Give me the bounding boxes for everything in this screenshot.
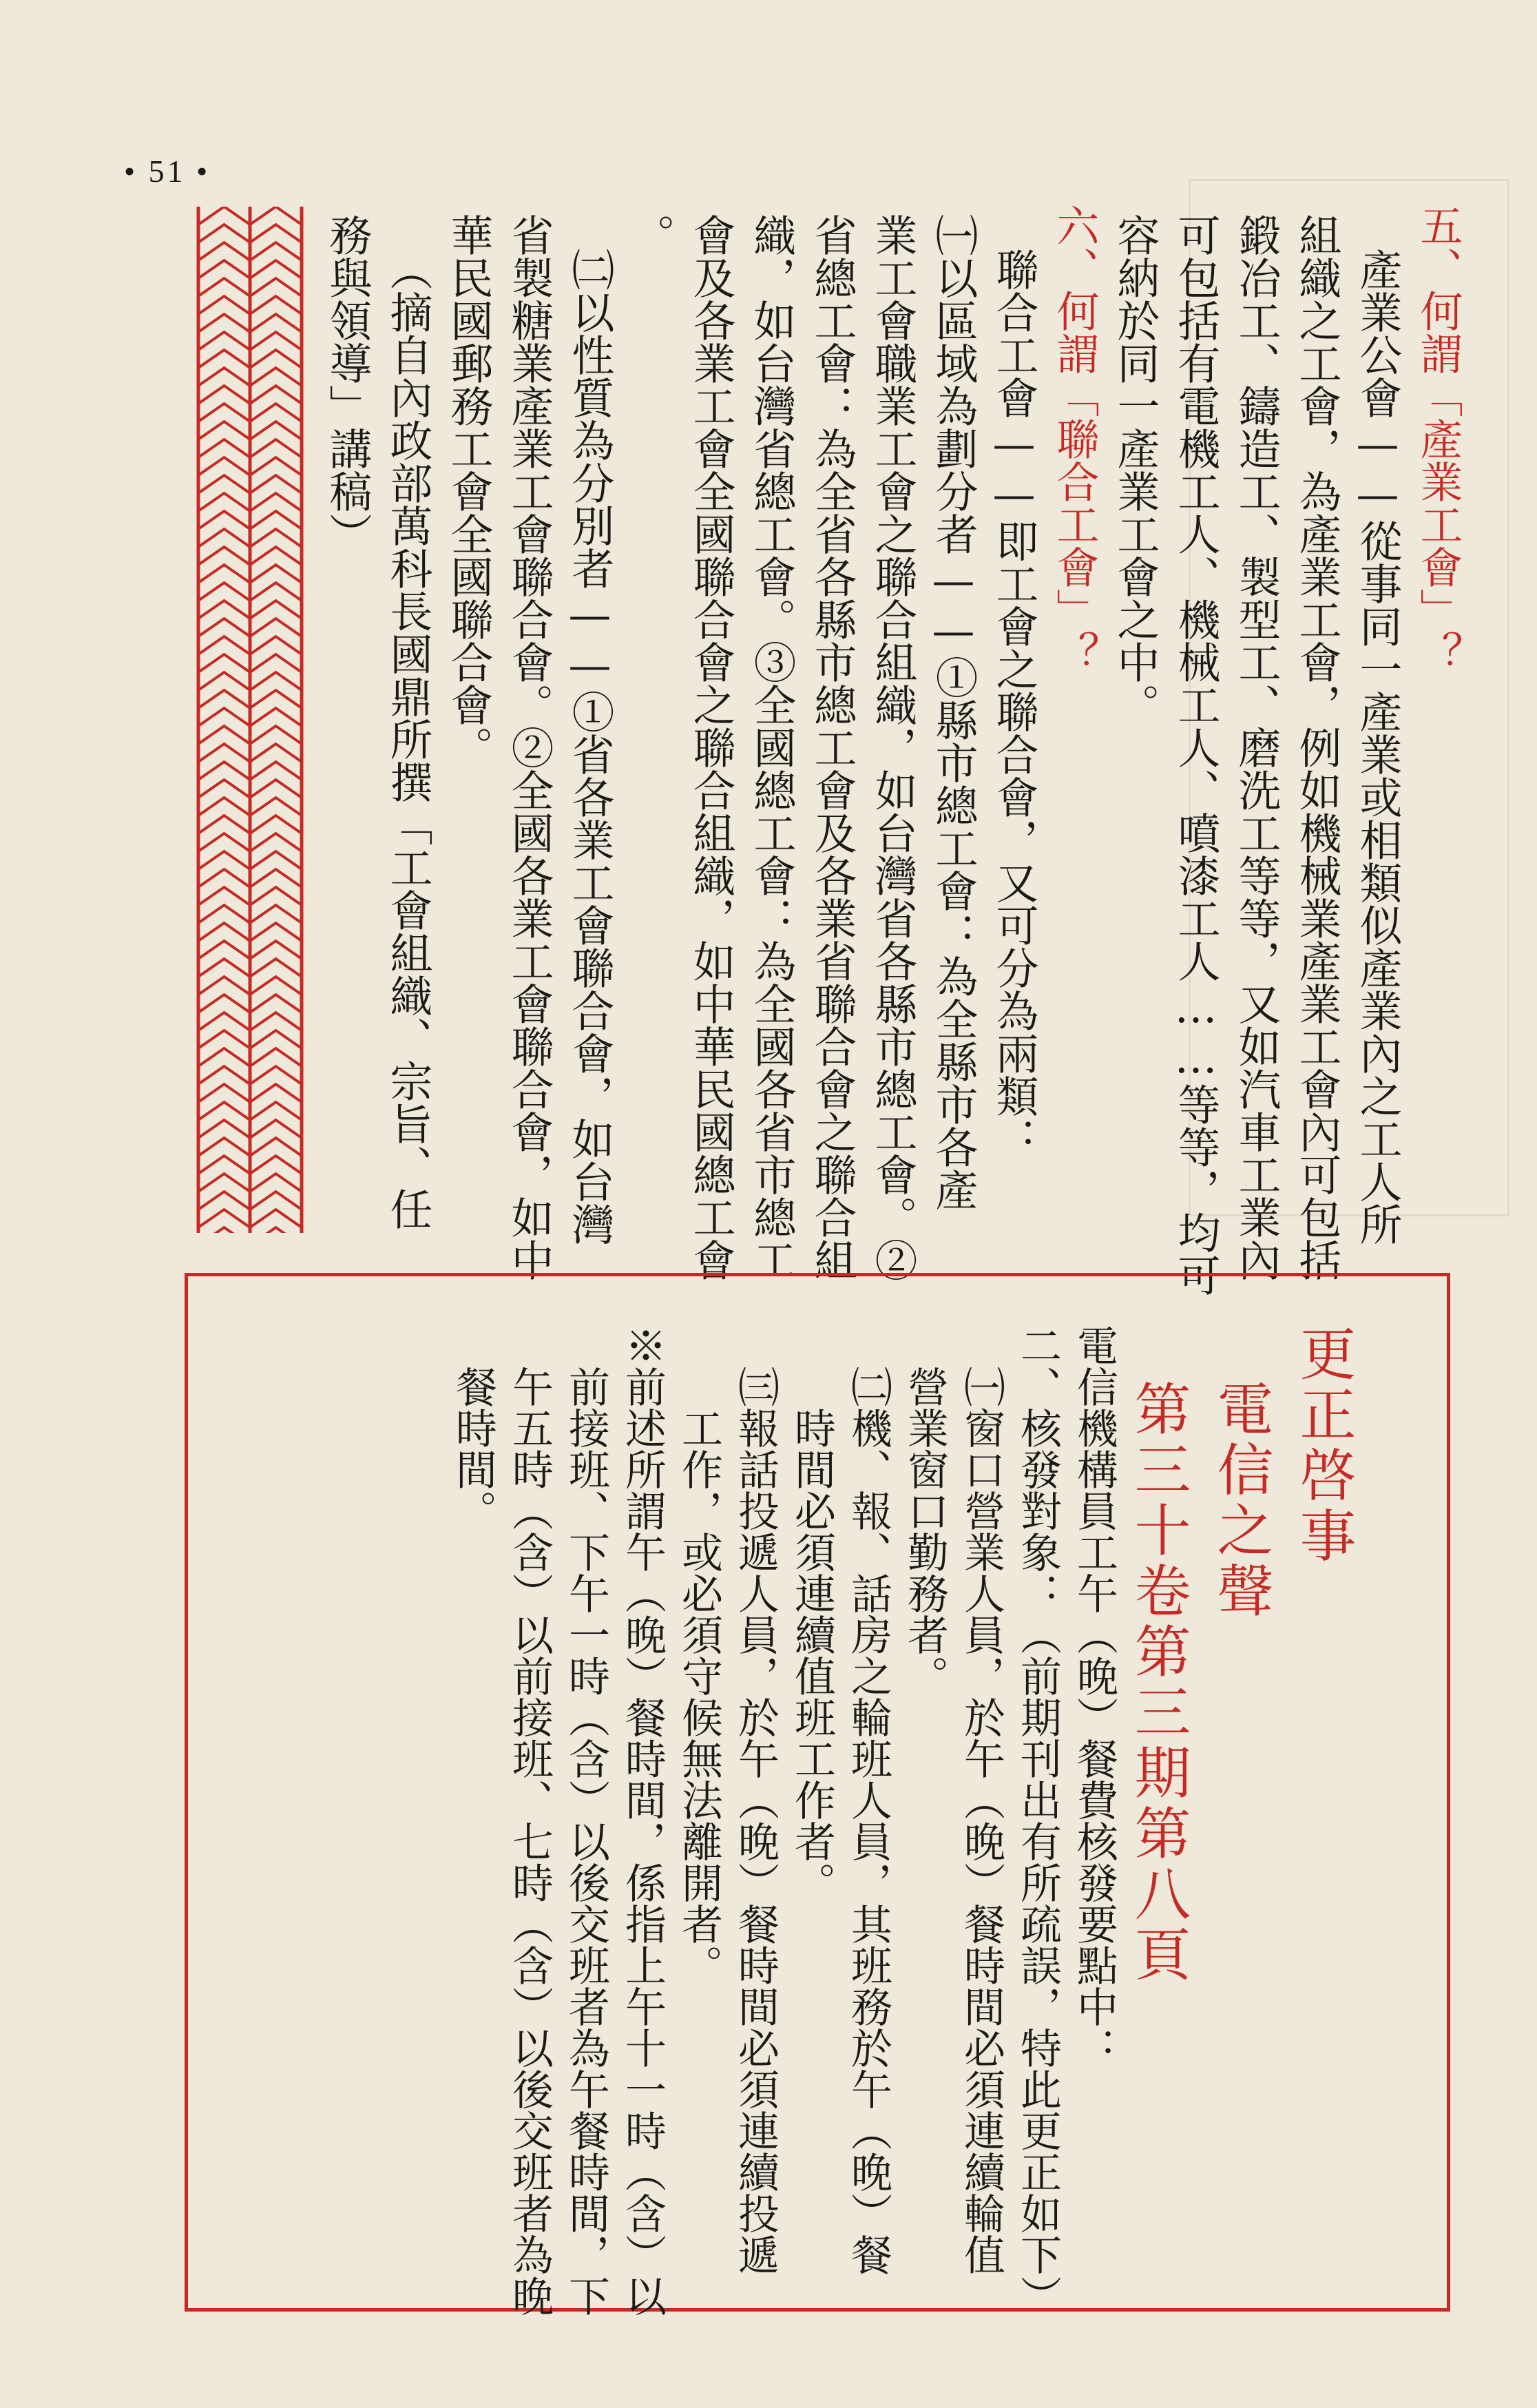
article-column: 業工會職業工會之聯合組織，如台灣省各縣市總工會。② [868, 214, 918, 1281]
correction-column: 二、核發對象：（前期刊出有所疏誤，特此更正如下） [1014, 1325, 1062, 2316]
article-column: 產業公會——從事同一產業或相類似產業內之工人所 [1352, 248, 1403, 1245]
chevron-ornament [191, 207, 309, 1233]
article-column: 務與領導」講稿） [322, 214, 373, 555]
article-column: ㈡以性質為分別者——①省各業工會聯合會，如台灣 [565, 248, 615, 1245]
correction-reference: 第三十卷第三期第八頁 [1125, 1380, 1191, 1986]
article-column: 組織之工會，為產業工會，例如機械業產業工會內可包括 [1292, 214, 1342, 1281]
correction-column: 餐時間。 [449, 1366, 497, 1531]
correction-column: ㈢報話投遞人員，於午（晚）餐時間必須連續投遞 [731, 1366, 780, 2275]
article-column: 華民國郵務工會全國聯合會。 [443, 214, 494, 769]
article-column: 鍛冶工、鑄造工、製型工、磨洗工等等，又如汽車工業內 [1231, 214, 1282, 1281]
correction-notice-box [185, 1273, 1450, 2316]
article-column: 容納於同一產業工會之中。 [1110, 214, 1160, 726]
correction-column: 時間必須連續值班工作者。 [788, 1407, 836, 1903]
article-column: ㈠以區域為劃分者——①縣市總工會：為全縣市各產 [928, 214, 979, 1211]
correction-column: ※前述所謂午（晚）餐時間，係指上午十一時（含）以 [618, 1325, 667, 2316]
correction-source: 電信之聲 [1208, 1380, 1273, 1622]
correction-column: 前接班、下午一時（含）以後交班者為午餐時間，下 [562, 1366, 610, 2316]
article-column: 省製糖業產業工會聯合會。②全國各業工會聯合會，如中 [504, 214, 554, 1281]
article-column: 會及各業工會全國聯合會之聯合組織，如中華民國總工會 [686, 214, 736, 1281]
section-heading: 六、何謂「聯合工會」？ [1049, 204, 1100, 674]
section-heading: 五、何謂「產業工會」？ [1413, 204, 1463, 674]
correction-column: 營業窗口勤務者。 [901, 1366, 949, 1696]
correction-column: 工作，或必須守候無法離開者。 [675, 1407, 723, 1986]
article-column: 聯合工會——即工會之聯合會，又可分為兩類： [989, 248, 1039, 1160]
correction-column: ㈠窗口營業人員，於午（晚）餐時間必須連續輪值 [957, 1366, 1005, 2275]
article-column: （摘自內政部萬科長國鼎所撰「工會組織、宗旨、任 [383, 248, 433, 1230]
correction-column: 電信機構員工午（晚）餐費核發要點中： [1070, 1325, 1118, 2068]
page-number: • 51 • [124, 154, 211, 189]
article-column: 織，如台灣省總工會。③全國總工會：為全國各省市總工 [746, 214, 797, 1281]
article-column: 。 [625, 214, 676, 256]
correction-column: 午五時（含）以前接班、七時（含）以後交班者為晚 [505, 1366, 554, 2316]
correction-column: ㈡機、報、話房之輪班人員，其班務於午（晚）餐 [844, 1366, 892, 2275]
article-column: 可包括有電機工人、機械工人、噴漆工人……等等，均可 [1171, 214, 1221, 1296]
article-column: 省總工會：為全省各縣市總工會及各業省聯合會之聯合組 [807, 214, 857, 1281]
correction-heading: 更正啓事 [1290, 1325, 1356, 1567]
